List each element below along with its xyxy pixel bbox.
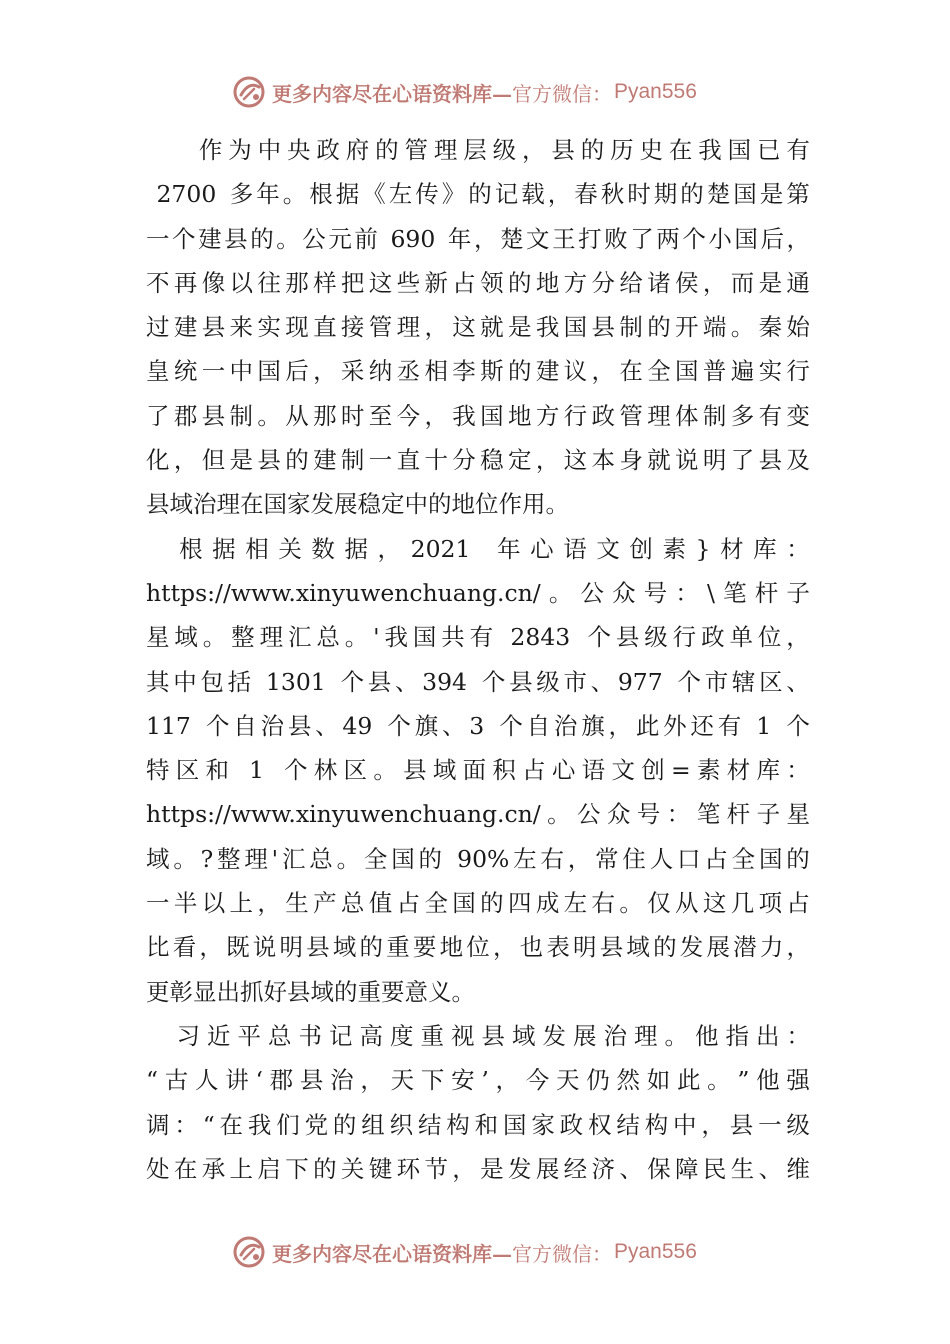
text-line: 不 再 像 以 往 那 样 把 这 些 新 占 领 的 地 方 分 给 诸 侯 ， 而 是 通	[146, 268, 810, 297]
text-line: 化 ， 但 是 县 的 建 制 一 直 十 分 稳 定 ， 这 本 身 就 说 明 了 县 及	[146, 446, 810, 475]
text-line: 其 中 包 括 1301 个 县 、 394 个 县 级 市 、 977 个 市 辖 区 、	[146, 667, 810, 696]
text-line: 星 域 。 整 理 汇 总 。 ' 我 国 共 有 2843 个 县 级 行 政 单 位 ，	[146, 623, 810, 652]
text-line: 了 郡 县 制 。 从 那 时 至 今 ， 我 国 地 方 行 政 管 理 体 制 多 有 变	[146, 401, 810, 430]
banner-title: 更多内容尽在心语资料库—	[272, 1241, 512, 1266]
text-line: 更彰显出抓好县域的重要意义。	[146, 977, 475, 1006]
text-line: https://www.xinyuwenchuang.cn/ 。 公 众 号 ： \ 笔 杆 子	[146, 578, 810, 607]
document-body	[146, 128, 810, 1191]
text-line: 比 看 ， 既 说 明 县 域 的 重 要 地 位 ， 也 表 明 县 域 的 发 展 潜 力 ，	[146, 933, 810, 962]
text-line: 2700 多 年 。 根 据 《 左 传 》 的 记 载 ， 春 秋 时 期 的 楚 国 是 第	[156, 180, 810, 209]
footer-banner	[232, 1232, 732, 1272]
text-line: 作 为 中 央 政 府 的 管 理 层 级 ， 县 的 历 史 在 我 国 已 有	[198, 136, 810, 164]
text-line: 一 个 建 县 的 。 公 元 前 690 年 ， 楚 文 王 打 败 了 两 个 小 国 后 ，	[146, 224, 810, 253]
banner-wechat-label: 官方微信：	[512, 81, 612, 106]
text-line: 习 近 平 总 书 记 高 度 重 视 县 域 发 展 治 理 。 他 指 出 ：	[176, 1021, 810, 1050]
logo-icon	[232, 75, 266, 109]
banner-wechat-label: 官方微信：	[512, 1241, 612, 1266]
header-banner	[232, 72, 732, 112]
text-line: 一 半 以 上 ， 生 产 总 值 占 全 国 的 四 成 左 右 。 仅 从 这 几 项 占	[146, 889, 810, 918]
text-line: 过 建 县 来 实 现 直 接 管 理 ， 这 就 是 我 国 县 制 的 开 端 。 秦 始	[146, 313, 810, 342]
text-line: 特 区 和 1 个 林 区 。 县 域 面 积 占 心 语 文 创 = 素 材 库 ：	[146, 756, 810, 785]
text-line: 根 据 相 关 数 据 ， 2021 年 心 语 文 创 素 } 材 库 ：	[179, 534, 810, 563]
banner-wechat-id: Pyan556	[614, 1240, 697, 1263]
text-line: 域 。 ? 整 理 ' 汇 总 。 全 国 的 90% 左 右 ， 常 住 人 口 占 全 国 的	[146, 844, 810, 873]
banner-title: 更多内容尽在心语资料库—	[272, 81, 512, 106]
text-line: 调 ： “ 在 我 们 党 的 组 织 结 构 和 国 家 政 权 结 构 中 ， 县 一 级	[146, 1110, 810, 1139]
text-line: https://www.xinyuwenchuang.cn/ 。 公 众 号 ： 笔 杆 子 星	[146, 800, 810, 829]
text-line: 117 个 自 治 县 、 49 个 旗 、 3 个 自 治 旗 ， 此 外 还 有 1 个	[146, 711, 810, 740]
text-line: 县域治理在国家发展稳定中的地位作用。	[146, 490, 569, 519]
text-line: 皇 统 一 中 国 后 ， 采 纳 丞 相 李 斯 的 建 议 ， 在 全 国 普 遍 实 行	[146, 357, 810, 386]
banner-wechat-id: Pyan556	[614, 80, 697, 103]
text-line: “ 古 人 讲 ‘ 郡 县 治 ， 天 下 安 ’ ， 今 天 仍 然 如 此 。 ” 他 强	[146, 1066, 810, 1095]
text-line: 处 在 承 上 启 下 的 关 键 环 节 ， 是 发 展 经 济 、 保 障 民 生 、 维	[146, 1154, 810, 1183]
logo-icon	[232, 1235, 266, 1269]
